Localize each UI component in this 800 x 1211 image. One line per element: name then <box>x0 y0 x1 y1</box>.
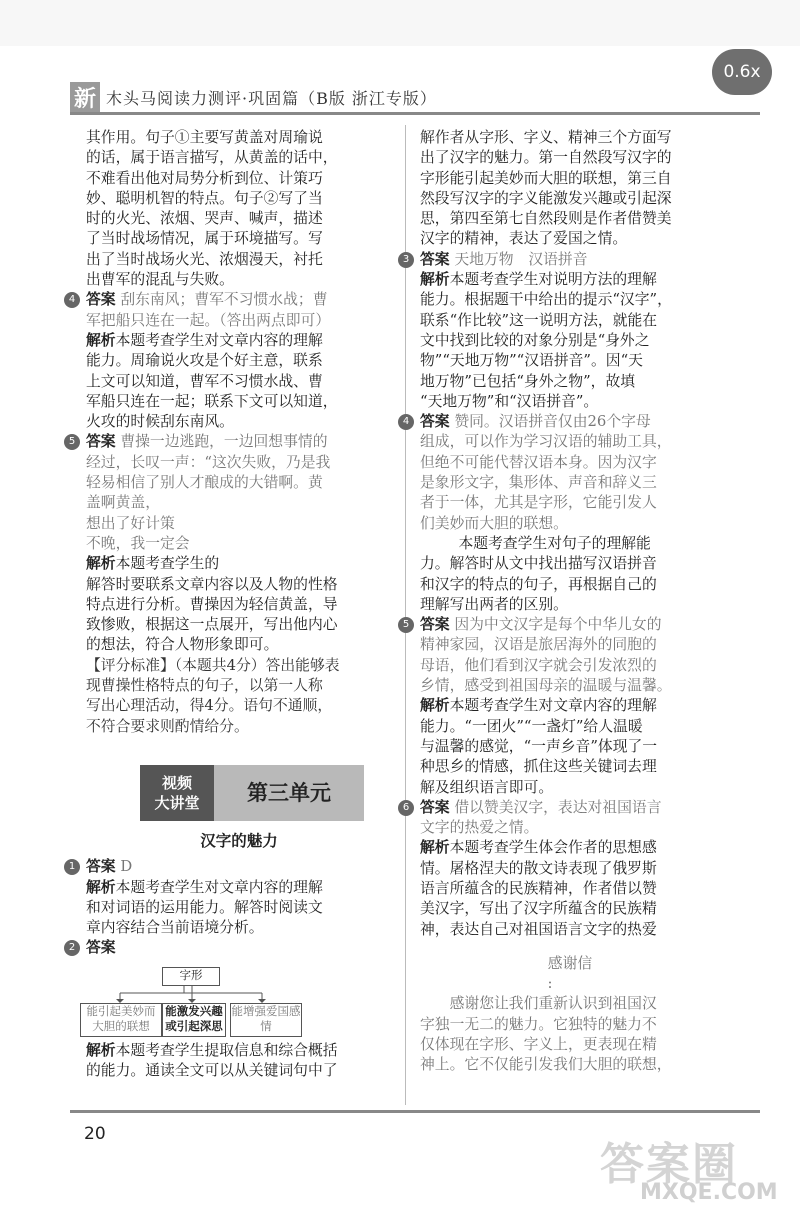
analysis-label: 解析 <box>86 331 116 349</box>
question-number: 3 <box>398 252 414 268</box>
question-number: 6 <box>398 800 414 816</box>
answer-text <box>420 413 672 531</box>
text-line: 借以赞美汉字，表达对祖国语言 <box>454 798 662 816</box>
answer-label: 答案 <box>86 433 116 451</box>
scoring-criteria <box>86 656 392 737</box>
answer-label: 答案 <box>420 250 450 268</box>
analysis-text <box>420 534 720 615</box>
question-number: 5 <box>398 617 414 633</box>
text-line: 本题考查学生提取信息和综合概括 <box>115 1041 338 1059</box>
analysis-text <box>86 555 338 653</box>
answer-label: 答案 <box>420 413 450 431</box>
analysis-block <box>86 554 392 655</box>
analysis-text <box>86 1042 338 1079</box>
header-rule <box>70 112 760 115</box>
analysis-text <box>420 697 657 795</box>
text-line: 情。屠格涅夫的散文诗表现了俄罗斯 <box>420 859 657 877</box>
right-column <box>402 128 720 1076</box>
text-line: 字独一无二的魅力。它独特的魅力不 <box>420 1015 657 1033</box>
text-line: 神上。它不仅能引发我们大胆的联想， <box>420 1056 672 1074</box>
analysis-block <box>420 270 720 412</box>
text-line: 地万物”已包括“身外之物”，故填 <box>420 372 636 390</box>
text-line: 出曹军的混乱与失败。 <box>86 271 234 289</box>
text-line: 本题考查学生对说明方法的理解 <box>449 271 657 289</box>
video-lecture-tag[interactable] <box>140 765 214 821</box>
text-line: 因为中文汉字是每个中华儿女的 <box>454 616 662 634</box>
text-line: 的能力。通读全文可以从关键词句中了 <box>86 1061 338 1079</box>
text-line: 文字的热爱之情。 <box>420 819 539 837</box>
text-line: 致惨败，根据这一点展开，写出他内心 <box>86 616 338 634</box>
text-line: 曹操一边逃跑，一边回想事情的 <box>120 433 328 451</box>
analysis-text <box>420 271 672 410</box>
text-line: 思，第四至第七自然段则是作者借赞美 <box>420 210 672 228</box>
analysis-text <box>86 332 338 430</box>
left-intro <box>86 128 392 290</box>
text-line: 军船只连在一起；联系下文可以知道， <box>86 392 338 410</box>
letter-body <box>420 994 720 1075</box>
answer-item-6 <box>402 798 720 839</box>
text-line: 现曹操性格特点的句子，以第一人称 <box>86 677 323 695</box>
text-line: 能力。“一团火”“一盏灯”给人温暖 <box>420 717 643 735</box>
text-line: 不晚，我一定会 <box>86 534 190 552</box>
text-line: 精神家园，汉语是旅居海外的同胞的 <box>420 636 657 654</box>
text-line: 写出心理活动，得4分。语句不通顺， <box>86 697 333 715</box>
analysis-text <box>86 879 323 937</box>
analysis-label: 解析 <box>420 697 450 715</box>
text-line: 盖啊黄盖， <box>86 494 160 512</box>
text-line: 解及组织语言即可。 <box>420 778 554 796</box>
text-line: 其作用。句子①主要写黄盖对周瑜说 <box>86 129 323 146</box>
letter-salutation-colon: : <box>547 975 553 993</box>
answer-label: 答案 <box>86 291 116 309</box>
answer-item-1 <box>68 857 392 877</box>
text-line: 仅体现在字形、字义上，更表现在精 <box>420 1036 657 1054</box>
diagram-box-1: 能引起美妙而大胆的联想 <box>80 1003 162 1037</box>
text-line: 出了汉字的魅力。第一自然段写汉字的 <box>420 149 672 167</box>
text-line: 能力。周瑜说火攻是个好主意，联系 <box>86 352 323 370</box>
text-line: 和汉字的特点的句子，再根据自己的 <box>420 575 657 593</box>
text-line: 本题考查学生对文章内容的理解 <box>115 331 323 349</box>
text-line: 想出了好计策 <box>86 514 175 532</box>
text-line: 本题考查学生体会作者的思想感 <box>449 839 657 857</box>
text-line: “天地万物”和“汉语拼音”。 <box>420 392 599 410</box>
watermark-brand: 答案圈 <box>600 1139 738 1190</box>
text-line: 与温馨的感觉，“一声乡音”体现了一 <box>420 737 658 755</box>
analysis-label: 解析 <box>86 1041 116 1059</box>
text-line: 者于一体，尤其是字形，它能引发人 <box>420 494 657 512</box>
answer-item-5-left <box>68 432 392 554</box>
text-line: 解答时要联系文章内容以及人物的性格 <box>86 575 338 593</box>
analysis-block <box>420 838 720 939</box>
answer-text <box>86 291 330 328</box>
unit-banner <box>140 765 364 821</box>
text-line: 汉字的精神，表达了爱国之情。 <box>420 230 628 248</box>
analysis-label: 解析 <box>86 878 116 896</box>
text-line: 出了当时战场火光、浓烟漫天，衬托 <box>86 250 323 268</box>
text-line: 【评分标准】（本题共4分）答出能够表 <box>86 656 340 674</box>
analysis-block <box>86 1041 392 1082</box>
text-line: 经过，长叹一声：“这次失败，乃是我 <box>86 453 331 471</box>
text-line: 理解写出两者的区别。 <box>420 595 568 613</box>
text-line: 联系“作比较”这一说明方法，就能在 <box>420 311 658 329</box>
watermark-url: MXQE.COM <box>640 1180 778 1205</box>
text-line: 了当时战场情况，属于环境描写。写 <box>86 230 323 248</box>
letter-title: 感谢信 <box>547 954 593 972</box>
answer-item-2 <box>68 938 392 958</box>
text-line: 军把船只连在一起。（答出两点即可） <box>86 311 331 329</box>
analysis-text <box>420 839 657 937</box>
text-line: 美汉字，写出了汉字所蕴含的民族精 <box>420 900 657 918</box>
analysis-label: 解析 <box>420 271 450 289</box>
running-header-title: 木头马阅读力测评·巩固篇（B版 浙江专版） <box>106 89 437 108</box>
text-line: 力。解答时从文中找出描写汉语拼音 <box>420 555 657 573</box>
left-column <box>68 128 392 1081</box>
text-line: 妙、聪明机智的特点。句子②写了当 <box>86 189 323 207</box>
text-line: 本题考查学生对句子的理解能 <box>458 534 651 552</box>
text-line: 然段写汉字的字义能激发兴趣或引起深 <box>420 189 672 207</box>
answer-text: 天地万物 汉语拼音 <box>454 250 588 268</box>
text-line: 字形能引起美妙而大胆的联想，第三自 <box>420 169 672 187</box>
diagram-top-box: 字形 <box>162 967 220 986</box>
question-number: 1 <box>64 859 80 875</box>
analysis-label: 解析 <box>86 555 116 573</box>
text-line: 神，表达自己对祖国语言文字的热爱 <box>420 920 657 938</box>
lesson-title: 汉字的魅力 <box>200 831 278 850</box>
text-line: 是象形文字，集形体、声音和辞义三 <box>420 474 657 492</box>
text-line: 乡情，感受到祖国母亲的温暖与温馨。 <box>420 677 672 695</box>
text-line: 不难看出他对局势分析到位、计策巧 <box>86 169 323 187</box>
question-number: 5 <box>64 434 80 450</box>
text-line: 不符合要求则酌情给分。 <box>86 717 249 735</box>
text-line: 和对词语的运用能力。解答时阅读文 <box>86 898 323 916</box>
answer-label: 答案 <box>86 858 116 876</box>
tag-line-2: 大讲堂 <box>154 793 200 812</box>
text-line: 母语，他们看到汉字就会引发浓烈的 <box>420 656 657 674</box>
text-line: 但绝不可能代替汉语本身。因为汉字 <box>420 453 657 471</box>
question-number: 4 <box>64 292 80 308</box>
footer-rule <box>70 1110 760 1113</box>
tag-line-1: 视频 <box>161 773 192 792</box>
page-number: 20 <box>84 1124 106 1144</box>
text-line: 火攻的时候刮东南风。 <box>86 413 234 431</box>
analysis-block <box>86 331 392 432</box>
analysis-block <box>420 696 720 797</box>
text-line: 的想法，符合人物形象即可。 <box>86 636 279 654</box>
answer-text: D <box>120 858 133 876</box>
text-line: 本题考查学生对文章内容的理解 <box>449 697 657 715</box>
question-number: 4 <box>398 414 414 430</box>
analysis-label: 解析 <box>420 839 450 857</box>
text-line: 文中找到比较的对象分别是“身外之 <box>420 331 650 349</box>
right-intro <box>420 128 720 250</box>
text-line: 们美妙而大胆的联想。 <box>420 514 568 532</box>
unit-name: 第三单元 <box>247 780 331 805</box>
text-line: 本题考查学生对文章内容的理解 <box>115 878 323 896</box>
text-line: 物”“天地万物”“汉语拼音”。因“天 <box>420 352 643 370</box>
answer-label: 答案 <box>420 616 450 634</box>
answer-item-5-right <box>402 615 720 696</box>
zoom-level-badge[interactable]: 0.6x <box>712 49 772 95</box>
answer-label: 答案 <box>86 939 116 957</box>
text-line: 感谢您让我们重新认识到祖国汉 <box>449 995 657 1013</box>
text-line: 特点进行分析。曹操因为轻信黄盖，导 <box>86 595 338 613</box>
diagram-box-2: 能激发兴趣或引起深思 <box>162 1003 226 1037</box>
analysis-block <box>86 878 392 939</box>
answer-text <box>420 799 662 836</box>
text-line: 的话，属于语言描写，从黄盖的话中， <box>86 149 338 167</box>
answer-item-4-right <box>402 412 720 534</box>
text-line: 语言所蕴含的民族精神，作者借以赞 <box>420 879 657 897</box>
answer-item-3 <box>402 250 720 270</box>
answer-text <box>86 433 330 551</box>
text-line: 刮东南风；曹军不习惯水战；曹 <box>120 291 328 309</box>
text-line: 本题考查学生的 <box>115 555 220 573</box>
answer-diagram <box>66 963 392 1039</box>
viewer-top-bar <box>0 0 800 46</box>
diagram-box-3: 能增强爱国感情 <box>230 1003 302 1037</box>
text-line: 上文可以知道，曹军不习惯水战、曹 <box>86 372 323 390</box>
text-line: 解作者从字形、字义、精神三个方面写 <box>420 129 672 146</box>
series-mark: 新 <box>70 82 100 112</box>
column-divider <box>405 125 406 1105</box>
question-number: 2 <box>64 940 80 956</box>
text-line: 种思乡的情感，抓住这些关键词去理 <box>420 758 657 776</box>
text-line: 能力。根据题干中给出的提示“汉字”， <box>420 291 672 309</box>
text-line: 轻易相信了别人才酿成的大错啊。黄 <box>86 474 323 492</box>
text-line: 组成，可以作为学习汉语的辅助工具， <box>420 433 672 451</box>
answer-item-4-left <box>68 290 392 331</box>
text-line: 时的火光、浓烟、哭声、喊声，描述 <box>86 210 323 228</box>
text-line: 章内容结合当前语境分析。 <box>86 919 264 937</box>
answer-label: 答案 <box>420 798 450 816</box>
text-line: 赞同。汉语拼音仅由26个字母 <box>454 413 651 431</box>
answer-text <box>420 616 672 694</box>
